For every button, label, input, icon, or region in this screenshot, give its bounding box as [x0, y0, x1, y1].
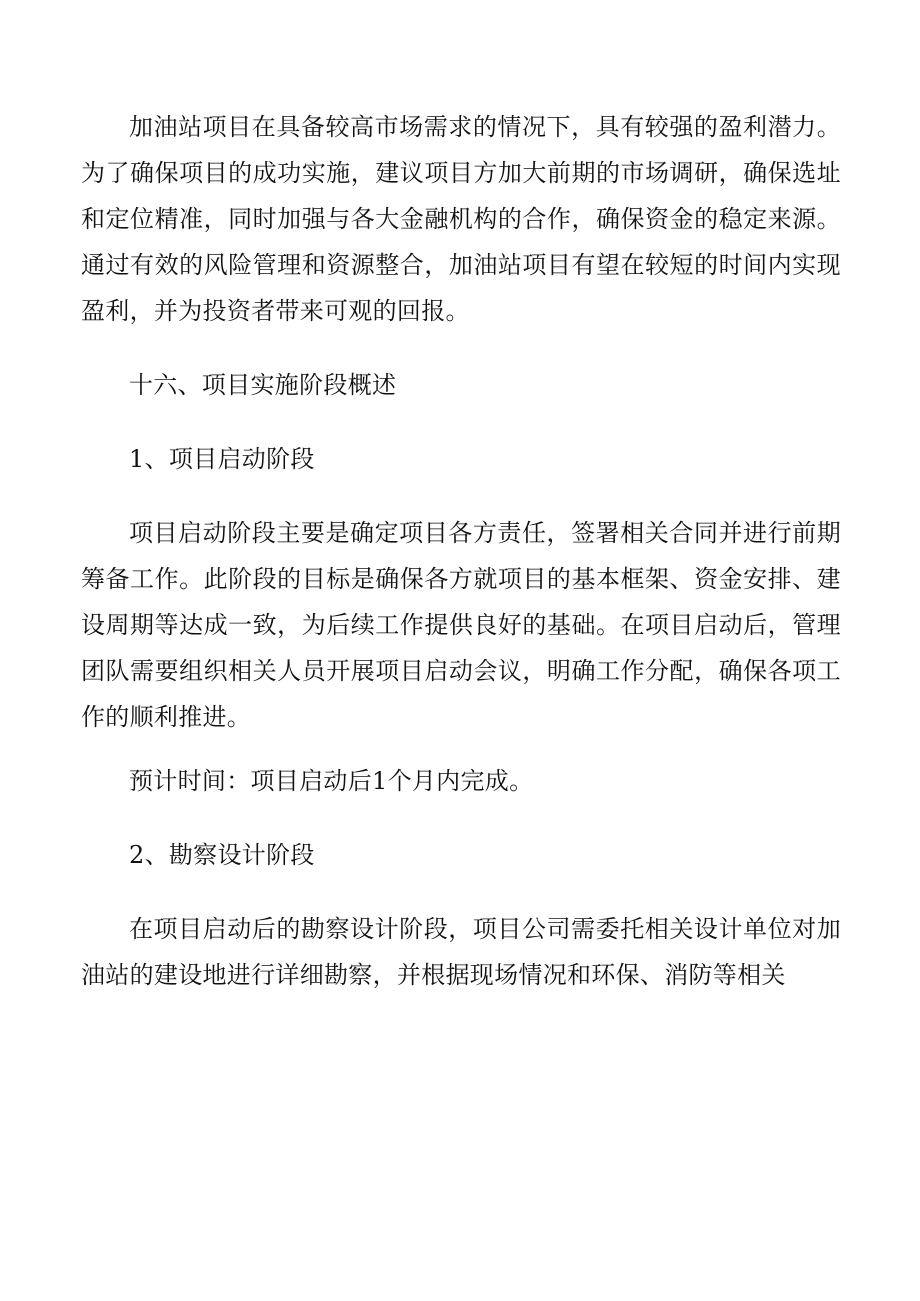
- stage1-time-paragraph: 预计时间：项目启动后1个月内完成。: [129, 767, 534, 795]
- stage2-paragraph: 在项目启动后的勘察设计阶段，项目公司需委托相关设计单位对加油站的建设地进行详细勘察，并根据现场情况和环保、消防等相关: [81, 915, 841, 989]
- intro-paragraph: 加油站项目在具备较高市场需求的情况下，具有较强的盈利潜力。为了确保项目的成功实施，建议项目方加大前期的市场调研，确保选址和定位精准，同时加强与各大金融机构的合作，确保资金的稳定来源。通过有效的风险管理和资源整合，加油站项目有望在较短的时间内实现盈利，并为投资者带来可观的回报。: [81, 113, 841, 325]
- section-heading: 十六、项目实施阶段概述: [129, 371, 397, 399]
- document-body: [81, 104, 841, 998]
- stage1-heading: 1、项目启动阶段: [129, 445, 315, 473]
- stage1-paragraph: 项目启动阶段主要是确定项目各方责任，签署相关合同并进行前期筹备工作。此阶段的目标是确保各方就项目的基本框架、资金安排、建设周期等达成一致，为后续工作提供良好的基础。在项目启动后，管理团队需要组织相关人员开展项目启动会议，明确工作分配，确保各项工作的顺利推进。: [81, 519, 841, 731]
- stage2-heading: 2、勘察设计阶段: [129, 841, 315, 869]
